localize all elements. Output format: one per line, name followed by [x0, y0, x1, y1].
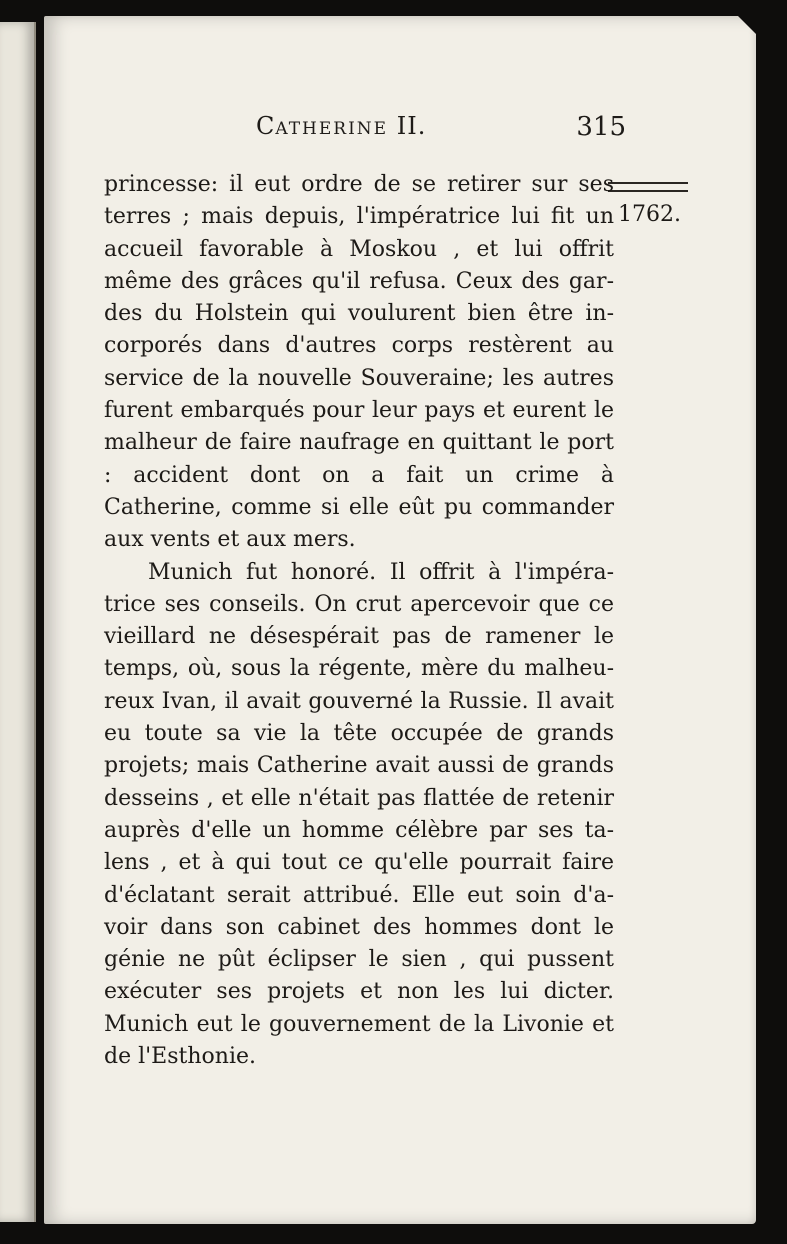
running-title-initial: C [256, 112, 276, 140]
book-page [44, 16, 756, 1224]
running-title [256, 112, 426, 140]
running-title-numeral: II. [388, 112, 427, 140]
paragraph-2: Munich fut honoré. Il offrit à l'impératrice ses conseils. On crut apercevoir que ce vieillard ne désespérait pas de ramener le temps, où, sous la régente, mère du malheureux Ivan, il avait gouverné la Russie. Il avait eu toute sa vie la tête occupée de grands projets; mais Catherine avait aussi de grands desseins , et elle n'était pas flattée de retenir auprès d'elle un homme célèbre par ses talens , et à qui tout ce qu'elle pourrait faire d'éclatant serait attribué. Elle eut soin d'avoir dans son cabinet des hommes dont le génie ne pût éclipser le sien , qui pussent exécuter ses projets et non les lui dicter. Munich eut le gouvernement de la Livonie et de l'Esthonie. [104, 559, 614, 1070]
margin-rule [608, 182, 688, 192]
running-title-smallcaps: ATHERINE [275, 119, 389, 139]
margin-year: 1762. [618, 202, 681, 227]
page-corner [738, 16, 756, 34]
body-text [104, 169, 614, 1073]
page-header [256, 112, 626, 152]
facing-page-edge [0, 22, 36, 1222]
page-number: 315 [576, 112, 626, 142]
paragraph-1: princesse: il eut ordre de se retirer sur ses terres ; mais depuis, l'impératrice lui fit un accueil favorable à Moskou , et lui offrit même des grâces qu'il refusa. Ceux des gardes du Holstein qui voulurent bien être incorporés dans d'autres corps restèrent au service de la nouvelle Souveraine; les autres furent embarqués pour leur pays et eurent le malheur de faire naufrage en quittant le port : accident dont on a fait un crime à Catherine, comme si elle eût pu commander aux vents et aux mers. [104, 172, 614, 553]
